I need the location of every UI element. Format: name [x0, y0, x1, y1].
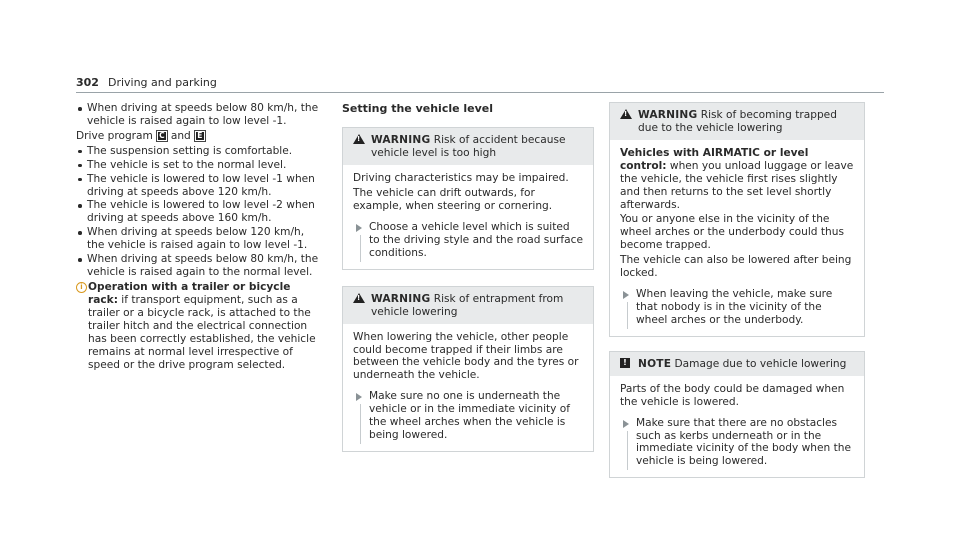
info-text: if transport equipment, such as a trailer or a bicycle rack, is attached to the trailer hitch and the electrical connection has been correctly established, the vehicle remains at normal level irrespective of speed or the drive program selected. [88, 293, 316, 371]
note-title: Damage due to vehicle lowering [671, 357, 847, 370]
note-body: Parts of the body could be damaged when the vehicle is lowered. [620, 382, 845, 408]
drive-program-label: Drive program [76, 129, 153, 142]
instruction-step: Make sure no one is underneath the vehicle or in the immediate vicinity of the wheel arches when the vehicle is being lowered. [353, 390, 583, 442]
drive-program-line [76, 130, 320, 143]
info-heading: Operation with a trailer or bicycle rack: [88, 280, 291, 306]
warning-body: Driving characteristics may be impaired. [353, 172, 569, 185]
warning-triangle-icon [353, 134, 365, 144]
info-icon: i [76, 282, 87, 293]
list-item: When driving at speeds below 80 km/h, the vehicle is raised again to low level -1. [76, 102, 320, 128]
list-item: When driving at speeds below 120 km/h, the vehicle is raised again to low level -1. [76, 226, 320, 252]
trailer-info-note [76, 281, 320, 371]
warning-body: You or anyone else in the vicinity of the wheel arches or the underbody could thus become trapped. [620, 213, 844, 252]
column-left [76, 102, 320, 371]
page-header [76, 76, 217, 89]
warning-label: WARNING [371, 134, 431, 147]
warning-box-trapped [609, 102, 865, 337]
list-item: The vehicle is lowered to low level -1 when driving at speeds above 120 km/h. [76, 173, 320, 199]
instruction-step: Make sure that there are no obstacles such as kerbs underneath or in the immediate vicinity of the body when the vehicle is being lowered. [620, 417, 854, 469]
bullet-list-main [76, 145, 320, 279]
warning-title: Risk of entrapment from vehicle lowering [371, 292, 564, 318]
eco-mode-icon: E [194, 130, 206, 142]
list-item: The vehicle is set to the normal level. [76, 159, 320, 172]
list-item: The vehicle is lowered to low level -2 when driving at speeds above 160 km/h. [76, 199, 320, 225]
warning-triangle-icon [620, 109, 632, 119]
warning-body: The vehicle can drift outwards, for example, when steering or cornering. [353, 187, 553, 213]
warning-body: When lowering the vehicle, other people could become trapped if their limbs are between the vehicle body and the tyres or underneath the vehicle. [353, 330, 579, 382]
bullet-list-top [76, 102, 320, 128]
list-item: The suspension setting is comfortable. [76, 145, 320, 158]
instruction-step: Choose a vehicle level which is suited to the driving style and the road surface conditions. [353, 221, 583, 260]
warning-box-entrapment [342, 286, 594, 452]
page-number: 302 [76, 76, 99, 89]
drive-program-and: and [170, 129, 191, 142]
warning-triangle-icon [353, 293, 365, 303]
warning-title: Risk of becoming trapped due to the vehicle lowering [638, 109, 837, 134]
warning-title: Risk of accident because vehicle level is too high [371, 134, 566, 160]
instruction-step: When leaving the vehicle, make sure that nobody is in the vicinity of the wheel arches or the underbody. [620, 288, 854, 327]
airmatic-text: when you unload luggage or leave the vehicle, the vehicle first rises slightly and then returns to the set level shortly afterwards. [620, 159, 854, 211]
note-label: NOTE [638, 357, 672, 370]
header-divider [76, 92, 884, 93]
column-right [609, 102, 865, 478]
column-middle [342, 102, 594, 452]
warning-box-accident [342, 127, 594, 269]
warning-body: The vehicle can also be lowered after being locked. [620, 254, 852, 280]
chapter-title: Driving and parking [107, 76, 217, 89]
list-item: When driving at speeds below 80 km/h, the vehicle is raised again to the normal level. [76, 253, 320, 279]
section-heading: Setting the vehicle level [342, 102, 494, 115]
warning-label: WARNING [638, 109, 698, 121]
airmatic-heading: Vehicles with AIRMATIC or level control: [620, 146, 809, 172]
warning-label: WARNING [371, 292, 431, 305]
note-box-damage [609, 351, 865, 478]
note-exclamation-icon: ! [620, 358, 630, 368]
comfort-mode-icon: C [156, 130, 168, 142]
